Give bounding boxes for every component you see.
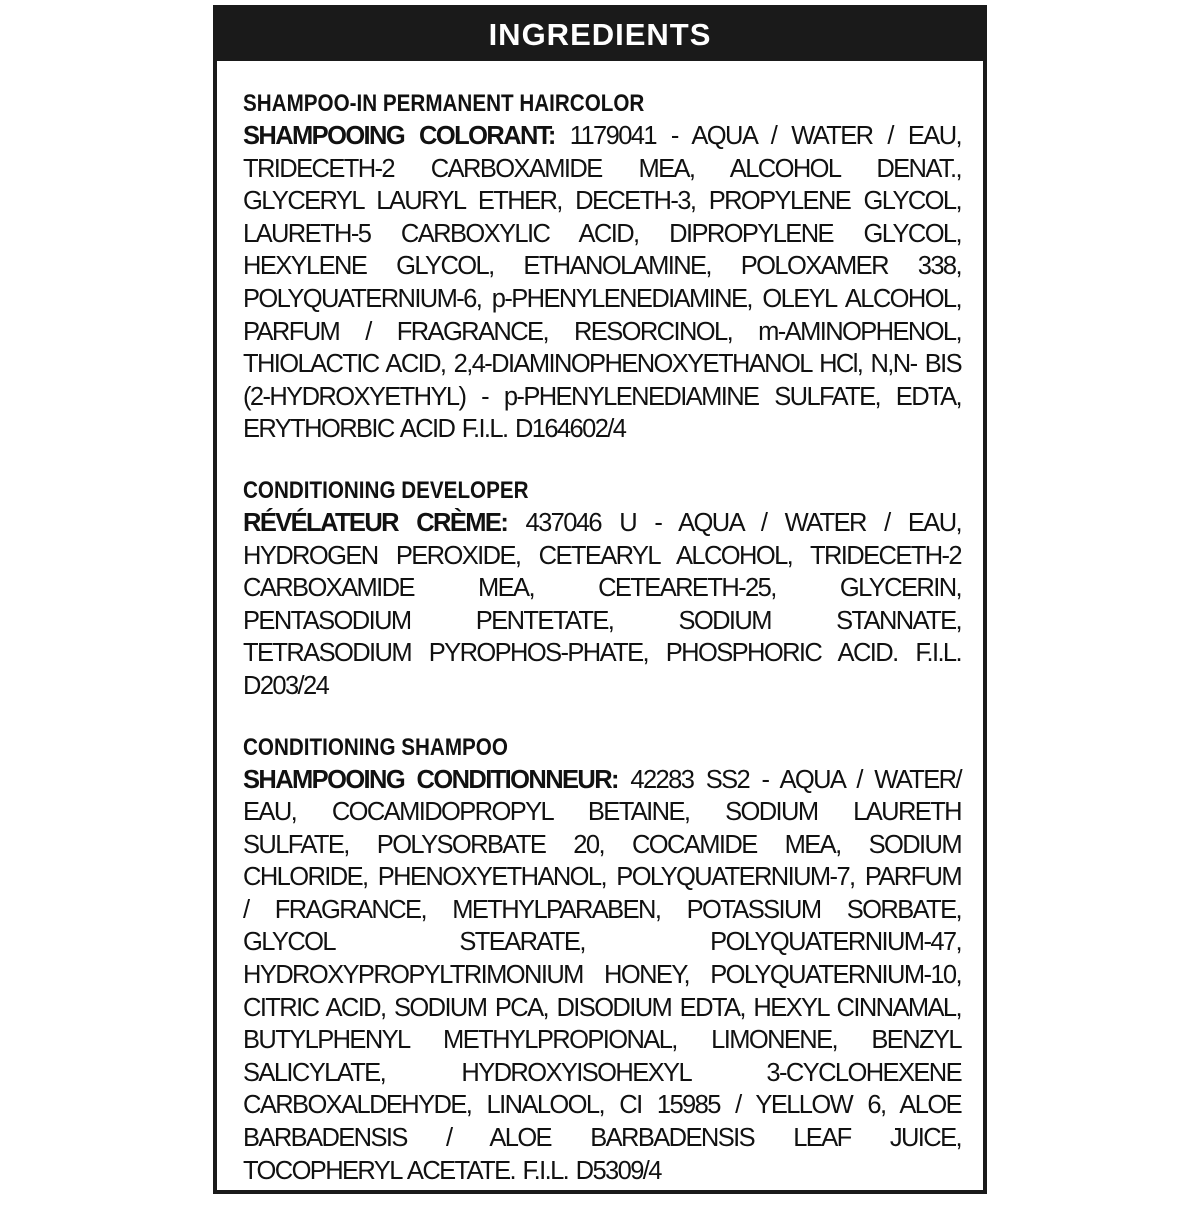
ingredient-list: 437046 U - AQUA / WATER / EAU, HYDROGEN PEROXIDE, CETEARYL ALCOHOL, TRIDECETH-2 CARBOXAMIDE MEA, CETEARETH-25, GLYCERIN, PENTASODIUM PENTETATE, SODIUM STANNATE, TETRASODIUM PYROPHOS-PHATE, PHOSPHORIC ACID. F.I.L. D203/24 [243, 508, 961, 700]
section-body [243, 120, 961, 446]
section-developer [243, 474, 961, 703]
section-body [243, 764, 961, 1188]
section-body [243, 507, 961, 703]
section-subtitle: RÉVÉLATEUR CRÈME: [243, 508, 508, 537]
section-subtitle: SHAMPOOING CONDITIONNEUR: [243, 765, 618, 794]
section-title: CONDITIONING SHAMPOO [243, 733, 508, 761]
section-shampoo [243, 731, 961, 1188]
section-title: SHAMPOO-IN PERMANENT HAIRCOLOR [243, 90, 645, 117]
section-subtitle: SHAMPOOING COLORANT: [243, 122, 555, 150]
ingredients-panel [213, 5, 987, 1194]
section-title: CONDITIONING DEVELOPER [243, 476, 529, 504]
ingredients-content [243, 87, 961, 1215]
section-haircolor [243, 87, 961, 446]
ingredient-list: 1179041 - AQUA / WATER / EAU, TRIDECETH-2 CARBOXAMIDE MEA, ALCOHOL DENAT., GLYCERYL LAURYL ETHER, DECETH-3, PROPYLENE GLYCOL, LAURETH-5 CARBOXYLIC ACID, DIPROPYLENE GLYCOL, HEXYLENE GLYCOL, ETHANOLAMINE, POLOXAMER 338, POLYQUATERNIUM-6, p-PHENYLENEDIAMINE, OLEYL ALCOHOL, PARFUM / FRAGRANCE, RESORCINOL, m-AMINOPHENOL, THIOLACTIC ACID, 2,4-DIAMINOPHENOXYETHANOL HCl, N,N- BIS (2-HYDROXYETHYL) - p-PHENYLENEDIAMINE SULFATE, EDTA, ERYTHORBIC ACID F.I.L. D164602/4 [243, 122, 961, 444]
ingredient-list: 42283 SS2 - AQUA / WATER/ EAU, COCAMIDOPROPYL BETAINE, SODIUM LAURETH SULFATE, POLYSORBATE 20, COCAMIDE MEA, SODIUM CHLORIDE, PHENOXYETHANOL, POLYQUATERNIUM-7, PARFUM / FRAGRANCE, METHYLPARABEN, POTASSIUM SORBATE, GLYCOL STEARATE, POLYQUATERNIUM-47, HYDROXYPROPYLTRIMONIUM HONEY, POLYQUATERNIUM-10, CITRIC ACID, SODIUM PCA, DISODIUM EDTA, HEXYL CINNAMAL, BUTYLPHENYL METHYLPROPIONAL, LIMONENE, BENZYL SALICYLATE, HYDROXYISOHEXYL 3-CYCLOHEXENE CARBOXALDEHYDE, LINALOOL, CI 15985 / YELLOW 6, ALOE BARBADENSIS / ALOE BARBADENSIS LEAF JUICE, TOCOPHERYL ACETATE. F.I.L. D5309/4 [243, 765, 961, 1185]
ingredients-header: INGREDIENTS [217, 9, 983, 61]
